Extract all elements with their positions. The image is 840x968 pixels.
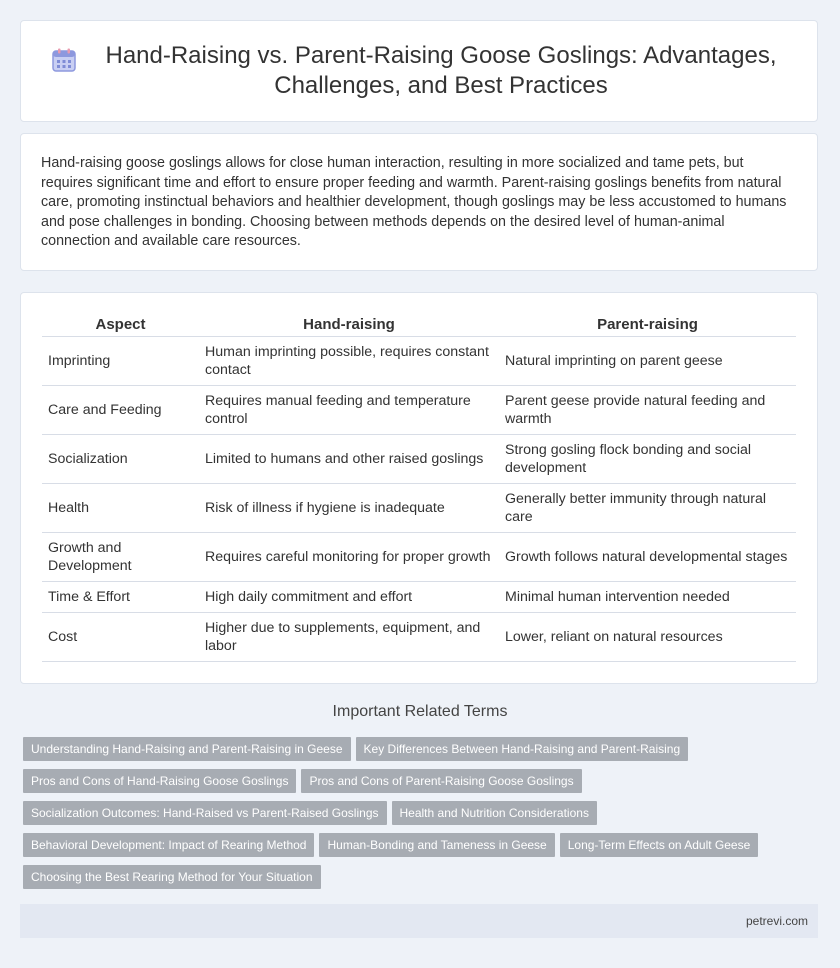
cell-parent-raising: Minimal human intervention needed — [499, 582, 796, 613]
table-row — [42, 484, 796, 533]
related-term-tag[interactable]: Human-Bonding and Tameness in Geese — [319, 833, 554, 857]
header-aspect: Aspect — [42, 309, 199, 337]
cell-aspect: Growth and Development — [42, 533, 199, 582]
cell-parent-raising: Parent geese provide natural feeding and warmth — [499, 386, 796, 435]
footer — [20, 904, 818, 938]
related-terms-list — [23, 737, 813, 897]
header-hand-raising: Hand-raising — [199, 309, 499, 337]
cell-aspect: Cost — [42, 613, 199, 662]
related-term-tag[interactable]: Behavioral Development: Impact of Rearing Method — [23, 833, 314, 857]
related-term-tag[interactable]: Long-Term Effects on Adult Geese — [560, 833, 759, 857]
table-row — [42, 435, 796, 484]
footer-site-link[interactable]: petrevi.com — [745, 914, 808, 928]
cell-parent-raising: Strong gosling flock bonding and social development — [499, 435, 796, 484]
cell-parent-raising: Generally better immunity through natural care — [499, 484, 796, 533]
cell-aspect: Care and Feeding — [42, 386, 199, 435]
related-term-tag[interactable]: Understanding Hand-Raising and Parent-Raising in Geese — [23, 737, 351, 761]
cell-aspect: Time & Effort — [42, 582, 199, 613]
title-wrap — [21, 41, 817, 101]
calendar-icon — [51, 47, 77, 73]
cell-hand-raising: Requires manual feeding and temperature control — [199, 386, 499, 435]
cell-aspect: Imprinting — [42, 337, 199, 386]
cell-parent-raising: Lower, reliant on natural resources — [499, 613, 796, 662]
page-title: Hand-Raising vs. Parent-Raising Goose Goslings: Advantages, Challenges, and Best Practices — [105, 42, 777, 99]
intro-paragraph: Hand-raising goose goslings allows for close human interaction, resulting in more socialized and tame pets, but requires significant time and effort to ensure proper feeding and warmth. Parent-raising goslings benefits from natural care, promoting instinctual behaviors and healthier development, though goslings may be less accustomed to humans and pose challenges in bonding. Choosing between methods depends on the desired level of human-animal connection and available care resources. — [41, 155, 787, 249]
intro-card — [20, 133, 818, 271]
related-term-tag[interactable]: Key Differences Between Hand-Raising and Parent-Raising — [356, 737, 689, 761]
cell-aspect: Health — [42, 484, 199, 533]
cell-hand-raising: Human imprinting possible, requires constant contact — [199, 337, 499, 386]
related-term-tag[interactable]: Pros and Cons of Parent-Raising Goose Goslings — [301, 769, 581, 793]
table-row — [42, 582, 796, 613]
cell-aspect: Socialization — [42, 435, 199, 484]
related-terms-title: Important Related Terms — [332, 703, 508, 720]
table-row — [42, 386, 796, 435]
table-row — [42, 533, 796, 582]
table-row — [42, 337, 796, 386]
comparison-table-card — [20, 292, 818, 684]
related-term-tag[interactable]: Health and Nutrition Considerations — [392, 801, 597, 825]
comparison-table — [42, 309, 796, 662]
related-term-tag[interactable]: Socialization Outcomes: Hand-Raised vs Parent-Raised Goslings — [23, 801, 387, 825]
cell-hand-raising: High daily commitment and effort — [199, 582, 499, 613]
table-row — [42, 613, 796, 662]
related-term-tag[interactable]: Choosing the Best Rearing Method for Your Situation — [23, 865, 321, 889]
related-term-tag[interactable]: Pros and Cons of Hand-Raising Goose Goslings — [23, 769, 296, 793]
cell-hand-raising: Requires careful monitoring for proper growth — [199, 533, 499, 582]
title-card — [20, 20, 818, 122]
cell-parent-raising: Natural imprinting on parent geese — [499, 337, 796, 386]
cell-hand-raising: Higher due to supplements, equipment, and labor — [199, 613, 499, 662]
cell-hand-raising: Risk of illness if hygiene is inadequate — [199, 484, 499, 533]
header-parent-raising: Parent-raising — [499, 309, 796, 337]
cell-hand-raising: Limited to humans and other raised goslings — [199, 435, 499, 484]
table-header-row — [42, 309, 796, 337]
cell-parent-raising: Growth follows natural developmental stages — [499, 533, 796, 582]
